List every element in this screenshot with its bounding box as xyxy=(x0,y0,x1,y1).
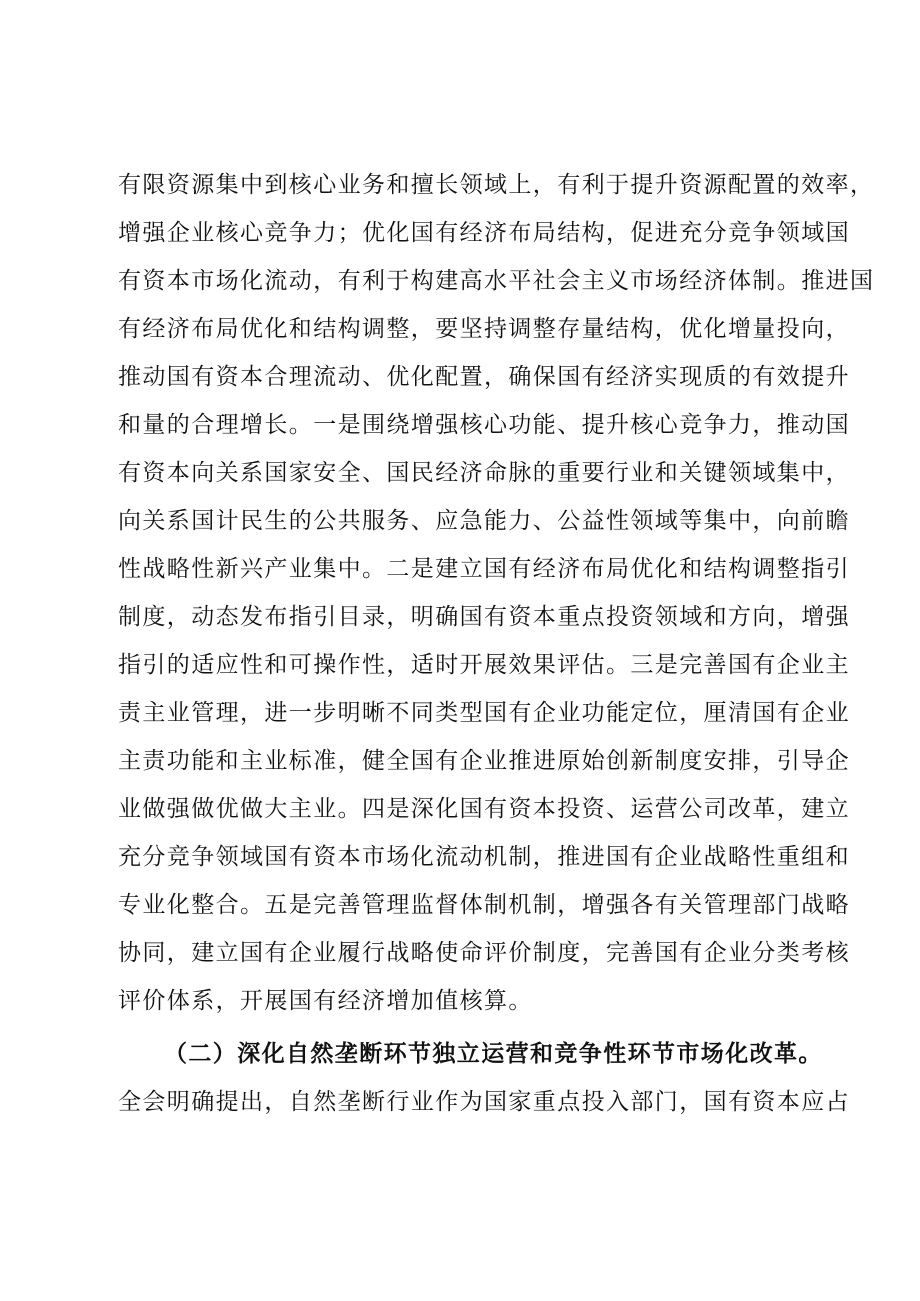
paragraph-line: 充分竞争领域国有资本市场化流动机制，推进国有企业战略性重组和 xyxy=(118,844,850,870)
paragraph-line: 有经济布局优化和结构调整，要坚持调整存量结构，优化增量投向， xyxy=(118,316,850,342)
paragraph-line: 主责功能和主业标准，健全国有企业推进原始创新制度安排，引导企 xyxy=(118,748,850,774)
paragraph-line: 和量的合理增长。一是围绕增强核心功能、提升核心竞争力，推动国 xyxy=(118,412,850,438)
paragraph-line: 增强企业核心竞争力；优化国有经济布局结构，促进充分竞争领域国 xyxy=(118,220,850,246)
paragraph-line: 业做强做优做大主业。四是深化国有资本投资、运营公司改革，建立 xyxy=(118,796,850,822)
section-heading: （二）深化自然垄断环节独立运营和竞争性环节市场化改革。 xyxy=(164,1040,823,1067)
paragraph-line: 有资本向关系国家安全、国民经济命脉的重要行业和关键领域集中， xyxy=(118,460,850,486)
paragraph-line: 协同，建立国有企业履行战略使命评价制度，完善国有企业分类考核 xyxy=(118,940,850,966)
paragraph-line: 推动国有资本合理流动、优化配置，确保国有经济实现质的有效提升 xyxy=(118,364,850,390)
paragraph-line: 责主业管理，进一步明晰不同类型国有企业功能定位，厘清国有企业 xyxy=(118,700,850,726)
paragraph-line: 全会明确提出，自然垄断行业作为国家重点投入部门，国有资本应占 xyxy=(118,1089,850,1115)
paragraph-line: 评价体系，开展国有经济增加值核算。 xyxy=(118,988,533,1014)
paragraph-line: 有资本市场化流动，有利于构建高水平社会主义市场经济体制。推进国 xyxy=(118,268,875,294)
paragraph-line: 制度，动态发布指引目录，明确国有资本重点投资领域和方向，增强 xyxy=(118,604,850,630)
paragraph-line: 专业化整合。五是完善管理监督体制机制，增强各有关管理部门战略 xyxy=(118,892,850,918)
paragraph-line: 性战略性新兴产业集中。二是建立国有经济布局优化和结构调整指引 xyxy=(118,556,850,582)
paragraph-line: 有限资源集中到核心业务和擅长领域上，有利于提升资源配置的效率， xyxy=(118,172,875,198)
paragraph-line: 指引的适应性和可操作性，适时开展效果评估。三是完善国有企业主 xyxy=(118,652,850,678)
paragraph-line: 向关系国计民生的公共服务、应急能力、公益性领域等集中，向前瞻 xyxy=(118,508,850,534)
